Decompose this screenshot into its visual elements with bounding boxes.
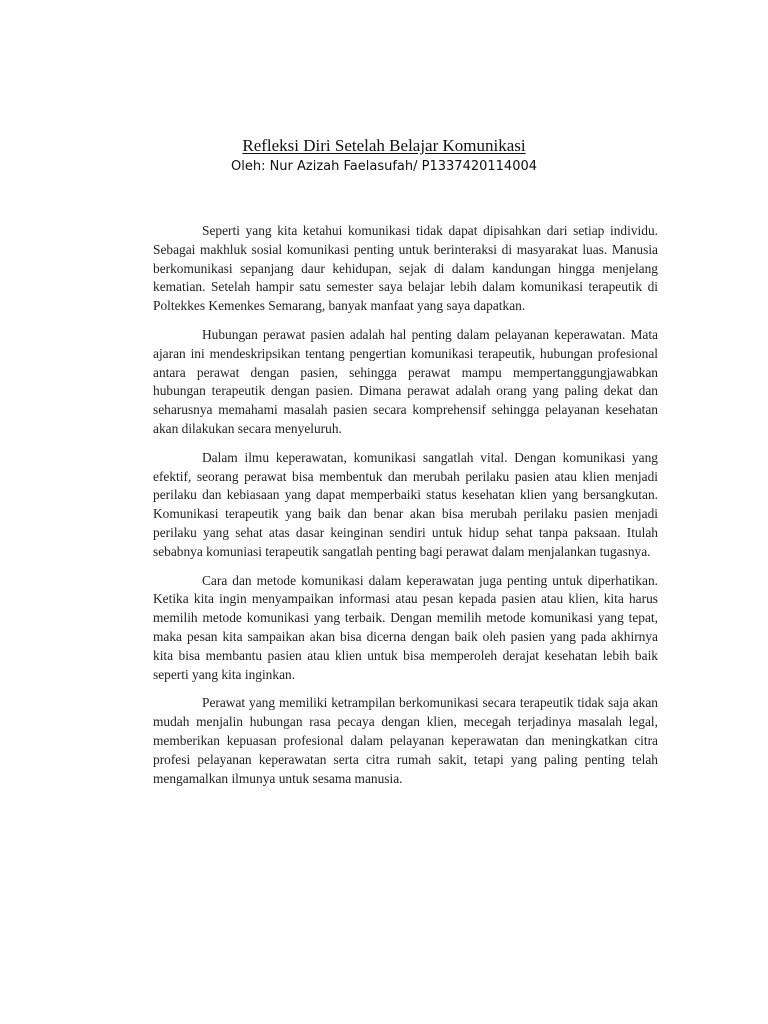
paragraph-5: Perawat yang memiliki ketrampilan berkomunikasi secara terapeutik tidak saja akan mudah menjalin hubungan rasa pecaya dengan klien, mecegah terjadinya masalah legal, memberikan kepuasan profesional dalam pelayanan keperawatan dan meningkatkan citra profesi pelayanan keperawatan serta citra rumah sakit, tetapi yang paling penting telah mengamalkan ilmunya untuk sesama manusia.	[153, 695, 658, 786]
author-line: Oleh: Nur Azizah Faelasufah/ P1337420114004	[230, 159, 538, 174]
paragraph-4: Cara dan metode komunikasi dalam keperawatan juga penting untuk diperhatikan. Ketika kita ingin menyampaikan informasi atau pesan kepada pasien atau klien, kita harus memilih metode komunikasi yang terbaik. Dengan memilih metode komunikasi yang tepat, maka pesan kita sampaikan akan bisa dicerna dengan baik oleh pasien yang pada akhirnya kita bisa membantu pasien atau klien untuk bisa memperoleh derajat kesehatan lebih baik seperti yang kita inginkan.	[153, 572, 658, 682]
paragraph-3: Dalam ilmu keperawatan, komunikasi sangatlah vital. Dengan komunikasi yang efektif, seorang perawat bisa membentuk dan merubah perilaku pasien atau klien menjadi perilaku dan kebiasaan yang dapat memperbaiki status kesehatan klien yang bersangkutan. Komunikasi terapeutik yang baik dan benar akan bisa merubah perilaku pasien menjadi perilaku yang sehat atas dasar keinginan sendiri untuk hidup sehat tanpa paksaan. Itulah sebabnya komuniasi terapeutik sangatlah penting bagi perawat dalam menjalankan tugasnya.	[153, 449, 658, 559]
paragraph-1: Seperti yang kita ketahui komunikasi tidak dapat dipisahkan dari setiap individu. Sebagai makhluk sosial komunikasi penting untuk berinteraksi di masyarakat luas. Manusia berkomunikasi sepanjang daur kehidupan, sejak di dalam kandungan hingga menjelang kematian. Setelah hampir satu semester saya belajar lebih dalam komunikasi terapeutik di Poltekkes Kemenkes Semarang, banyak manfaat yang saya dapatkan.	[153, 223, 658, 314]
paragraph-2: Hubungan perawat pasien adalah hal penting dalam pelayanan keperawatan. Mata ajaran ini mendeskripsikan tentang pengertian komunikasi terapeutik, hubungan profesional antara perawat dengan pasien, sehingga perawat mampu mempertanggungjawabkan hubungan terapeutik dengan pasien. Dimana perawat adalah orang yang paling dekat dan seharusnya memahami masalah pasien secara komprehensif sehingga pelayanan kesehatan akan dilakukan secara menyeluruh.	[153, 326, 658, 436]
document-title: Refleksi Diri Setelah Belajar Komunikasi	[242, 136, 526, 155]
document-body	[153, 222, 658, 798]
